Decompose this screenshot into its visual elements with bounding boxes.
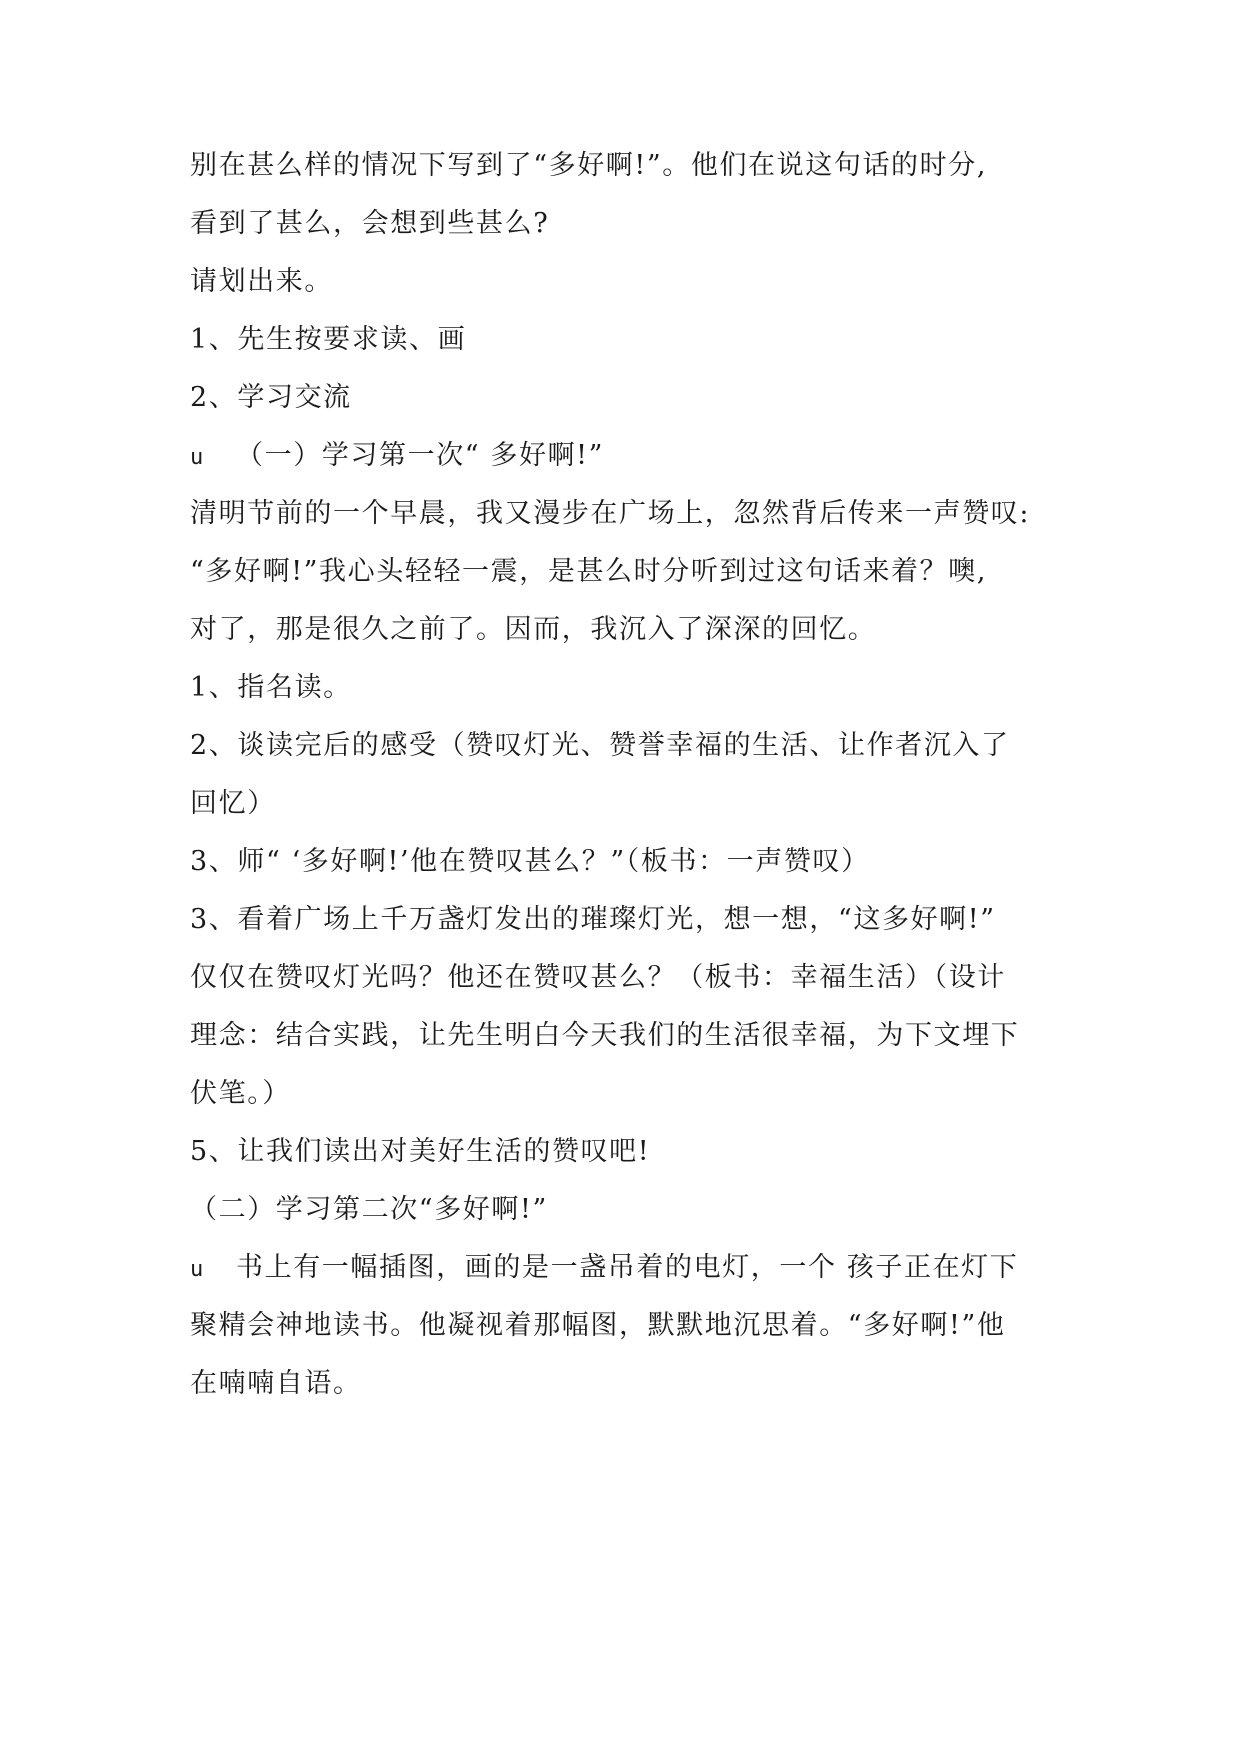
text-line-content: 书上有一幅插图，画的是一盏吊着的电灯，一个 孩子正在灯下 xyxy=(236,1252,1019,1283)
text-line: 在喃喃自语。 xyxy=(190,1368,362,1399)
section-heading-text: （一）学习第一次“ 多好啊!” xyxy=(236,440,605,471)
list-item: 2、谈读完后的感受（赞叹灯光、赞誉幸福的生活、让作者沉入了 xyxy=(190,730,1010,761)
list-item: 1、指名读。 xyxy=(190,672,352,703)
section-heading xyxy=(190,436,604,478)
text-line: 聚精会神地读书。他凝视着那幅图，默默地沉思着。“多好啊!”他 xyxy=(190,1310,1006,1341)
text-line: 看到了甚么，会想到些甚么? xyxy=(190,208,550,239)
section-heading: （二）学习第二次“多好啊!” xyxy=(190,1194,548,1225)
text-line: 对了，那是很久之前了。因而，我沉入了深深的回忆。 xyxy=(190,614,877,645)
list-item: 1、先生按要求读、画 xyxy=(190,324,467,355)
text-line: 请划出来。 xyxy=(190,266,333,297)
text-line: “多好啊!”我心头轻轻一震，是甚么时分听到过这句话来着？噢, xyxy=(190,556,988,587)
list-item: 2、学习交流 xyxy=(190,382,352,413)
text-line: 伏笔。） xyxy=(190,1078,291,1109)
bullet-marker: u xyxy=(190,1257,205,1282)
list-item: 5、让我们读出对美好生活的赞叹吧! xyxy=(190,1136,651,1167)
text-line: 仅仅在赞叹灯光吗？他还在赞叹甚么？（板书：幸福生活）（设计 xyxy=(190,962,1006,993)
list-item: 3、师“ ‘多好啊!’他在赞叹甚么？”（板书：一声赞叹） xyxy=(190,846,870,877)
text-line: 清明节前的一个早晨，我又漫步在广场上，忽然背后传来一声赞叹: xyxy=(190,498,1031,529)
text-line xyxy=(190,1248,1018,1290)
bullet-marker: u xyxy=(190,445,205,470)
text-line: 理念：结合实践，让先生明白今天我们的生活很幸福，为下文埋下 xyxy=(190,1020,1020,1051)
text-line: 回忆） xyxy=(190,788,276,819)
list-item: 3、看着广场上千万盏灯发出的璀璨灯光，想一想，“这多好啊!” xyxy=(190,904,996,935)
text-line: 别在甚么样的情况下写到了“多好啊!”。他们在说这句话的时分, xyxy=(190,150,988,181)
